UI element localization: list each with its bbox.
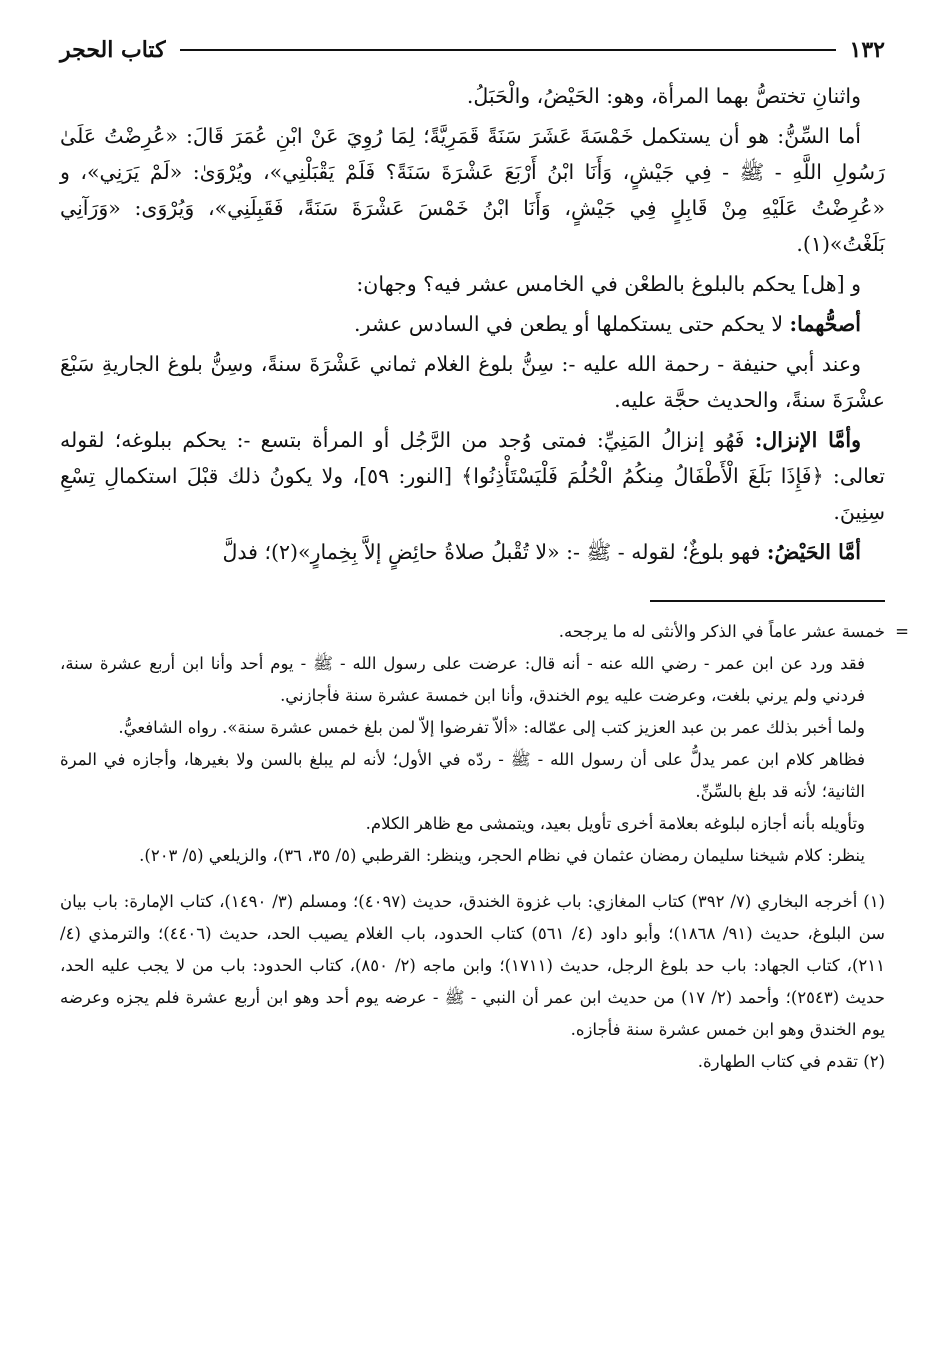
paragraph-4	[60, 306, 885, 342]
paragraph-2: أما السِّنُّ: هو أن يستكمل خَمْسَةَ عَشَرَ سَنَةً قَمَرِيَّةً؛ لِمَا رُوِيَ عَنْ ابْنِ عُمَرَ قَالَ: «عُرِضْتُ عَلَىٰ رَسُولِ اللَّهِ - ﷺ - فِي جَيْشٍ، وَأَنَا ابْنُ أَرْبَعَ عَشْرَةَ سَنَةً؟ فَلَمْ يَقْبَلْنِي»، ويُرْوَىٰ: «لَمْ يَرَنِي»، و «عُرِضْتُ عَلَيْهِ مِنْ قَابِلٍ فِي جَيْشٍ، وَأَنَا ابْنُ خَمْسَ عَشْرَةَ سَنَةً، فَقَبِلَنِي»، وَيُرْوَى: «وَرَآنِي بَلَغْتُ»(١).	[60, 124, 885, 256]
paragraph-4-text: لا يحكم حتى يستكملها أو يطعن في السادس عشر.	[354, 312, 790, 336]
footnote-continuation-4: فظاهر كلام ابن عمر يدلُّ على أن رسول الله - ﷺ - ردّه في الأول؛ لأنه لم يبلغ بالسن ولا بغيرها، وأجازه في المرة الثانية؛ لأنه قد بلغ بالسِّنِّ.	[60, 750, 865, 801]
main-text	[60, 78, 885, 570]
paragraph-6-text: فَهُو إنزالُ المَنِيِّ: فمتى وُجد من الرَّجُل أو المرأة بتسع -: يحكم ببلوغه؛ لقوله تعالى: ﴿فَإِذَا بَلَغَ الْأَطْفَالُ مِنكُمُ الْحُلُمَ فَلْيَسْتَأْذِنُوا﴾ [النور: ٥٩]، ولا يكونُ ذلك قبْلَ استكمالِ تِسْعِ سِنِينَ.	[60, 428, 885, 524]
footnote-1: (١) أخرجه البخاري (٧/ ٣٩٢) كتاب المغازي: باب غزوة الخندق، حديث (٤٠٩٧)؛ ومسلم (٣/ ١٤٩٠)، كتاب الإمارة: باب بيان سن البلوغ، حديث (٩١/ ١٨٦٨)؛ وأبو داود (٤/ ٥٦١) كتاب الحدود، باب الغلام يصيب الحد، حديث (٤٤٠٦)؛ والترمذي (٤/ ٢١١)، كتاب الجهاد: باب حد بلوغ الرجل، حديث (١٧١١)؛ وابن ماجه (٢/ ٨٥٠)، كتاب الحدود: باب من لا يجب عليه الحد، حديث (٢٥٤٣)؛ وأحمد (٢/ ١٧) من حديث ابن عمر أن النبي - ﷺ - عرضه يوم أحد وهو ابن أربع عشرة فلم يجزه وعرضه يوم الخندق وهو ابن خمس عشرة سنة فأجازه.	[60, 892, 886, 1039]
paragraph-4-label: أصحُّهما:	[789, 312, 861, 336]
footnote-continuation-text-1: خمسة عشر عاماً في الذكر والأنثى له ما يرجحه.	[558, 622, 885, 641]
footnote-continuation-3: ولما أخبر بذلك عمر بن عبد العزيز كتب إلى عمّاله: «ألاّ تفرضوا إلاّ لمن بلغ خمس عشرة سنة». رواه الشافعيُّ.	[118, 718, 865, 737]
book-page	[60, 30, 909, 1078]
footnote-2: (٢) تقدم في كتاب الطهارة.	[697, 1052, 885, 1071]
footnote-continuation-6: ينظر: كلام شيخنا سليمان رمضان عثمان في نظام الحجر، وينظر: القرطبي (٥/ ٣٥، ٣٦)، والزيلعي (٥/ ٢٠٣).	[139, 846, 865, 865]
footnotes	[60, 616, 909, 1078]
page-header	[60, 30, 885, 70]
paragraph-6-label: وأمَّا الإنزال:	[754, 428, 861, 452]
book-title: كتاب الحجر	[60, 37, 166, 63]
paragraph-7-text: فهو بلوغٌ؛ لقوله - ﷺ -: «لا تُقْبلُ صلاةُ حائِضٍ إلاَّ بِخِمارٍ»(٢)؛ فدلَّ	[222, 540, 767, 564]
paragraph-6	[60, 422, 885, 530]
footnote-continuation-line-1	[60, 616, 909, 648]
footnote-separator	[650, 600, 885, 602]
paragraph-7-label: أمَّا الحَيْضُ:	[766, 540, 861, 564]
footnote-continuation-2: فقد ورد عن ابن عمر - رضي الله عنه - أنه قال: عرضت على رسول الله - ﷺ - يوم أحد وأنا ابن أربع عشرة سنة، فردني ولم يرني بلغت، وعرضت عليه يوم الخندق، وأنا ابن خمسة عشرة سنة فأجازني.	[60, 654, 865, 705]
footnote-continuation-5: وتأويله بأنه أجازه لبلوغه بعلامة أخرى تأويل بعيد، ويتمشى مع ظاهر الكلام.	[365, 814, 865, 833]
header-rule	[180, 49, 836, 51]
page-number: ١٣٢	[849, 37, 885, 63]
paragraph-3: و [هل] يحكم بالبلوغ بالطعْن في الخامس عشر فيه؟ وجهان:	[356, 272, 861, 296]
paragraph-5: وعند أبي حنيفة - رحمة الله عليه -: سِنُّ بلوغ الغلام ثماني عَشْرَةَ سنةً، وسِنُّ بلوغ الجاريةِ سَبْعَ عشْرَةَ سنةً، والحديث حجَّة عليه.	[60, 352, 885, 412]
paragraph-7	[60, 534, 885, 570]
paragraph-1: واثنانِ تختصُّ بهما المرأة، وهو: الحَيْضُ، والْحَبَلُ.	[466, 84, 861, 108]
continuation-marker: =	[895, 622, 909, 641]
